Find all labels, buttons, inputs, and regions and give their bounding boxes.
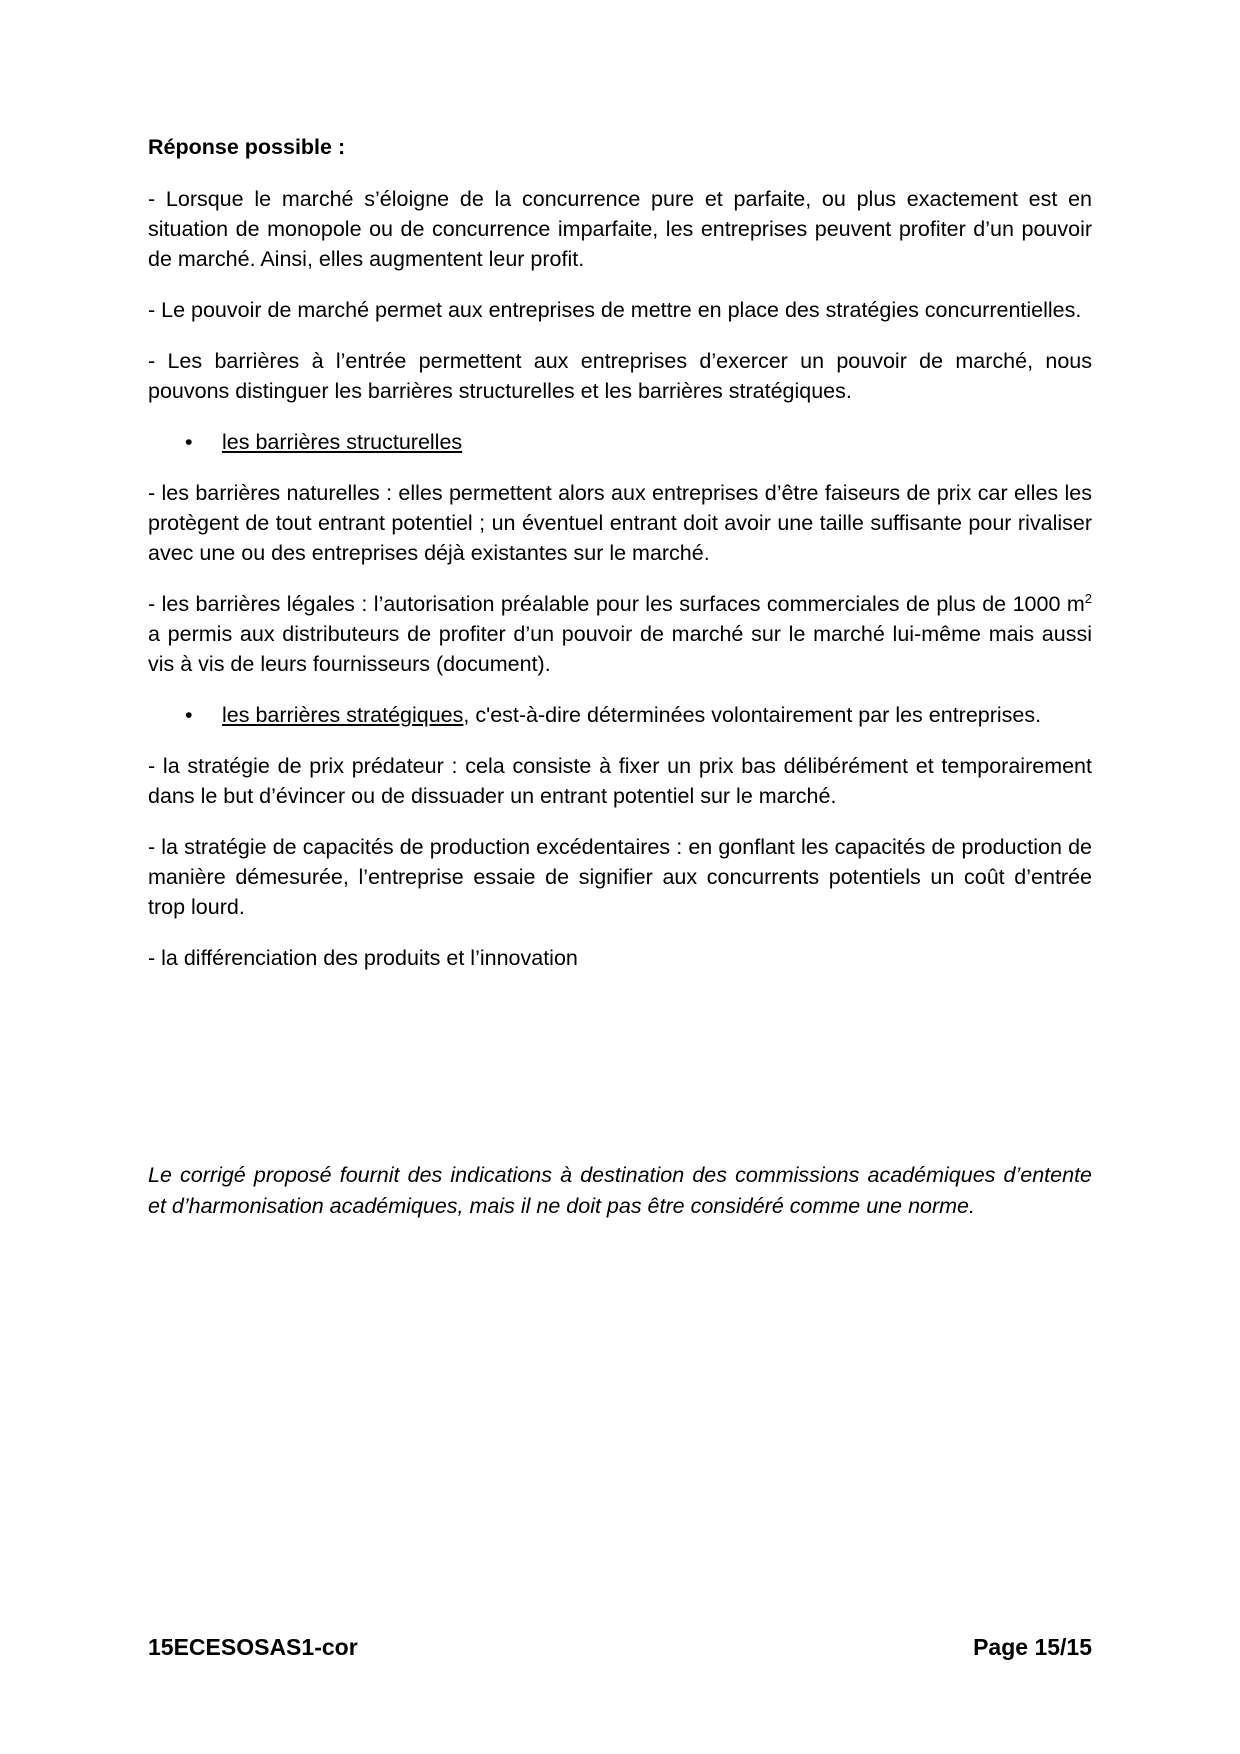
paragraph-differentiation: - la différenciation des produits et l’innovation xyxy=(148,946,578,970)
paragraph-predatory-pricing: - la stratégie de prix prédateur : cela consiste à fixer un prix bas délibérément et temporairement dans le but d’évincer ou de dissuader un entrant potentiel sur le marché. xyxy=(148,754,1092,808)
superscript: 2 xyxy=(1084,590,1092,606)
legal-text-start: - les barrières légales : l’autorisation préalable pour les surfaces commerciales de plus de 1000 m xyxy=(148,592,1085,616)
section-title: Réponse possible : xyxy=(148,135,346,159)
bullet-strategic-barriers xyxy=(148,700,1092,730)
paragraph-legal-barriers xyxy=(148,589,1092,679)
bullet-icon: • xyxy=(185,703,193,727)
bullet-label: les barrières structurelles xyxy=(222,430,463,454)
paragraph-strategies: - Le pouvoir de marché permet aux entreprises de mettre en place des stratégies concurrentielles. xyxy=(148,298,1082,322)
grading-note: Le corrigé proposé fournit des indications à destination des commissions académiques d’entente et d’harmonisation académiques, mais il ne doit pas être considéré comme une norme. xyxy=(148,1163,1092,1218)
paragraph-entry-barriers: - Les barrières à l’entrée permettent aux entreprises d’exercer un pouvoir de marché, nous pouvons distinguer les barrières structurelles et les barrières stratégiques. xyxy=(148,349,1092,403)
paragraph-natural-barriers: - les barrières naturelles : elles permettent alors aux entreprises d’être faiseurs de prix car elles les protègent de tout entrant potentiel ; un éventuel entrant doit avoir une taille suffisante pour rivaliser avec une ou des entreprises déjà existantes sur le marché. xyxy=(148,481,1092,565)
bullet-structural-barriers xyxy=(148,427,1092,457)
bullet-icon: • xyxy=(185,430,193,454)
bullet-label: les barrières stratégiques xyxy=(222,703,464,727)
paragraph-excess-capacity: - la stratégie de capacités de production excédentaires : en gonflant les capacités de production de manière démesurée, l’entreprise essaie de signifier aux concurrents potentiels un coût d’entrée trop lourd. xyxy=(148,835,1092,919)
legal-text-end: a permis aux distributeurs de profiter d’un pouvoir de marché sur le marché lui-même mais aussi vis à vis de leurs fournisseurs (document). xyxy=(148,622,1092,676)
document-code: 15ECESOSAS1-cor xyxy=(148,1634,358,1660)
bullet-rest: , c'est-à-dire déterminées volontairement par les entreprises. xyxy=(463,703,1042,727)
paragraph-market-power: - Lorsque le marché s’éloigne de la concurrence pure et parfaite, ou plus exactement est en situation de monopole ou de concurrence imparfaite, les entreprises peuvent profiter d’un pouvoir de marché. Ainsi, elles augmentent leur profit. xyxy=(148,187,1092,271)
page-number: Page 15/15 xyxy=(973,1634,1092,1660)
answer-body xyxy=(148,132,1092,994)
page-footer xyxy=(148,1634,1092,1661)
